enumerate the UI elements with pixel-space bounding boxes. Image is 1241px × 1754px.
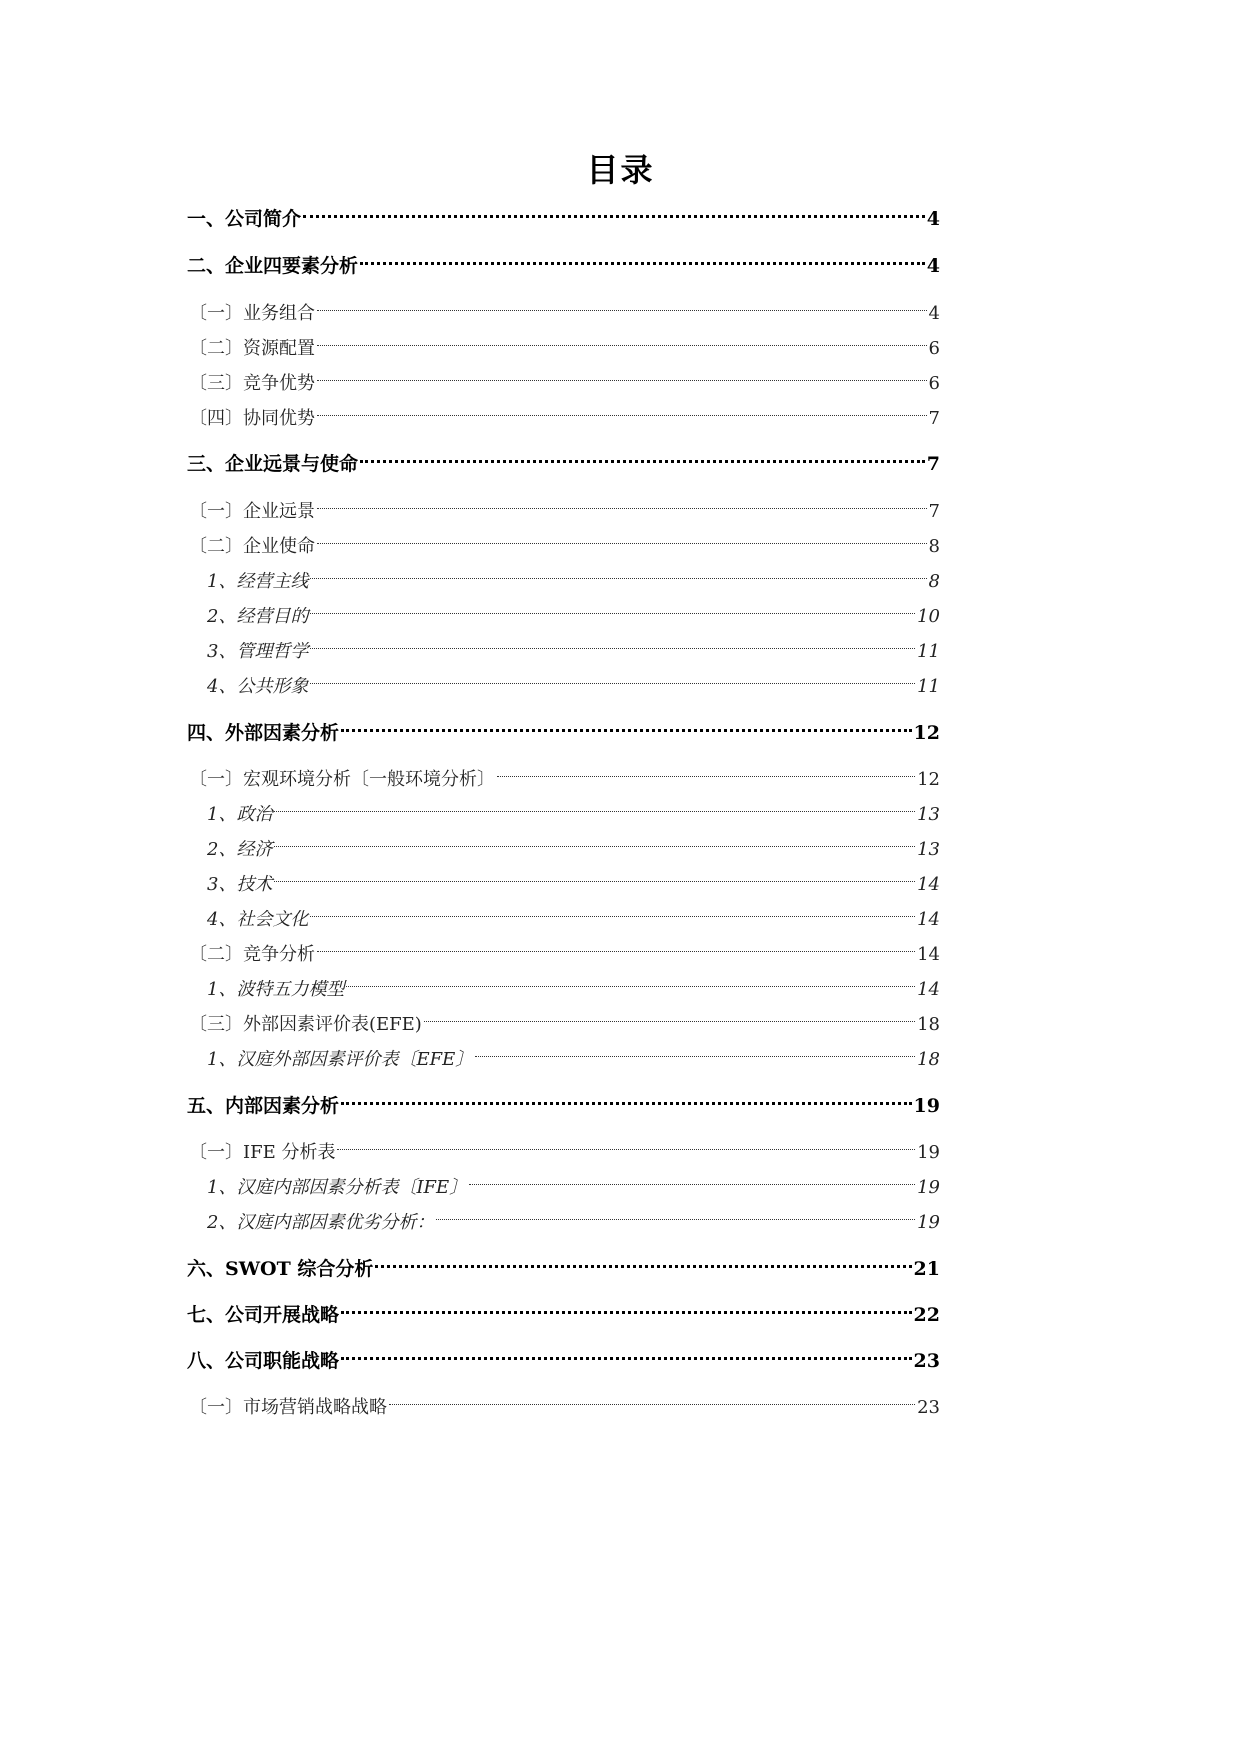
toc-dot-leader — [469, 1163, 915, 1193]
toc-dot-leader — [310, 557, 926, 587]
toc-page-number: 14 — [917, 944, 940, 965]
toc-entry[interactable] — [189, 487, 940, 522]
toc-dot-leader — [317, 394, 927, 424]
toc-page-number: 12 — [913, 722, 940, 744]
toc-entry[interactable] — [207, 825, 940, 860]
toc-entry[interactable] — [187, 440, 940, 475]
toc-entry-label: 〔二〕竞争分析 — [189, 944, 315, 965]
toc-entry[interactable] — [189, 289, 940, 324]
toc-entry[interactable] — [187, 1337, 940, 1372]
toc-entry[interactable] — [187, 1291, 940, 1326]
toc-entry-label: 二、企业四要素分析 — [187, 255, 359, 277]
toc-entry-label: 1、汉庭外部因素评价表〔EFE〕 — [207, 1049, 474, 1070]
toc-page-number: 22 — [913, 1304, 940, 1326]
toc-dot-leader — [346, 965, 915, 995]
toc-page-number: 4 — [926, 208, 940, 230]
toc-dot-leader — [310, 662, 915, 692]
toc-entry[interactable] — [187, 242, 940, 277]
toc-page-number: 14 — [917, 979, 940, 1000]
toc-page-number: 7 — [926, 453, 940, 475]
toc-entry-label: 4、社会文化 — [207, 909, 309, 930]
toc-dot-leader — [360, 242, 925, 272]
toc-dot-leader — [274, 860, 915, 890]
toc-entry[interactable] — [207, 790, 940, 825]
toc-page-number: 6 — [928, 338, 940, 359]
toc-entry-label: 〔一〕业务组合 — [189, 303, 315, 324]
toc-page-number: 11 — [917, 641, 940, 662]
toc-entry-label: 〔三〕竞争优势 — [189, 373, 315, 394]
toc-page-number: 19 — [917, 1212, 940, 1233]
toc-dot-leader — [424, 1000, 915, 1030]
toc-page-number: 13 — [917, 839, 940, 860]
toc-entry[interactable] — [207, 1198, 940, 1233]
toc-page-number: 12 — [917, 769, 940, 790]
toc-entry[interactable] — [189, 755, 940, 790]
toc-entry[interactable] — [189, 394, 940, 429]
toc-page-number: 19 — [917, 1177, 940, 1198]
toc-entry-label: 〔二〕企业使命 — [189, 536, 315, 557]
toc-dot-leader — [317, 289, 927, 319]
toc-entry-label: 〔一〕企业远景 — [189, 501, 315, 522]
toc-page-number: 21 — [913, 1258, 940, 1280]
toc-entry[interactable] — [187, 195, 940, 230]
toc-entry[interactable] — [189, 1000, 940, 1035]
toc-dot-leader — [317, 487, 927, 517]
toc-entry-label: 3、技术 — [207, 874, 273, 895]
toc-dot-leader — [317, 930, 915, 960]
toc-dot-leader — [341, 1082, 912, 1112]
toc-entry[interactable] — [189, 324, 940, 359]
toc-dot-leader — [317, 522, 927, 552]
toc-page-number: 7 — [928, 501, 940, 522]
toc-entry[interactable] — [207, 662, 940, 697]
toc-page-number: 14 — [917, 874, 940, 895]
toc-entry[interactable] — [189, 1128, 940, 1163]
toc-dot-leader — [310, 627, 915, 657]
toc-entry-label: 2、经济 — [207, 839, 273, 860]
toc-dot-leader — [436, 1198, 915, 1228]
toc-page-number: 23 — [913, 1350, 940, 1372]
toc-entry-label: 1、政治 — [207, 804, 273, 825]
toc-page-number: 8 — [928, 536, 940, 557]
toc-page-number: 18 — [917, 1049, 940, 1070]
toc-entry[interactable] — [207, 965, 940, 1000]
toc-dot-leader — [317, 324, 927, 354]
toc-entry-label: 四、外部因素分析 — [187, 722, 340, 744]
toc-page-number: 10 — [917, 606, 940, 627]
toc-dot-leader — [475, 1035, 915, 1065]
toc-entry-label: 六、SWOT 综合分析 — [187, 1258, 374, 1280]
toc-dot-leader — [360, 440, 925, 470]
toc-entry[interactable] — [189, 522, 940, 557]
toc-entry-label: 3、管理哲学 — [207, 641, 309, 662]
toc-dot-leader — [337, 1128, 915, 1158]
toc-dot-leader — [341, 709, 912, 739]
toc-dot-leader — [317, 359, 927, 389]
toc-page-number: 19 — [917, 1142, 940, 1163]
toc-dot-leader — [303, 195, 925, 225]
toc-title: 目录 — [586, 151, 655, 189]
toc-page-number: 14 — [917, 909, 940, 930]
toc-entry[interactable] — [189, 359, 940, 394]
toc-entry[interactable] — [187, 1245, 940, 1280]
toc-entry-label: 〔一〕宏观环境分析〔一般环境分析〕 — [189, 769, 495, 790]
toc-page-number: 19 — [913, 1095, 940, 1117]
toc-entry[interactable] — [207, 627, 940, 662]
toc-dot-leader — [341, 1337, 912, 1367]
toc-page-number: 4 — [928, 303, 940, 324]
toc-entry-label: 2、汉庭内部因素优劣分析： — [207, 1212, 435, 1233]
toc-entry-label: 1、波特五力模型 — [207, 979, 345, 1000]
toc-dot-leader — [341, 1291, 912, 1321]
toc-entry[interactable] — [207, 1163, 940, 1198]
toc-entry[interactable] — [189, 930, 940, 965]
toc-entry[interactable] — [207, 592, 940, 627]
toc-dot-leader — [375, 1245, 911, 1275]
toc-page-number: 18 — [917, 1014, 940, 1035]
toc-page-number: 13 — [917, 804, 940, 825]
toc-dot-leader — [274, 790, 915, 820]
toc-entry[interactable] — [207, 1035, 940, 1070]
toc-dot-leader — [274, 825, 915, 855]
toc-entry-label: 〔一〕IFE 分析表 — [189, 1142, 336, 1163]
toc-dot-leader — [497, 755, 915, 785]
toc-entry-label: 1、汉庭内部因素分析表〔IFE〕 — [207, 1177, 468, 1198]
toc-page-number: 4 — [926, 255, 940, 277]
toc-entry-label: 〔四〕协同优势 — [189, 408, 315, 429]
toc-dot-leader — [389, 1383, 915, 1413]
toc-entry-label: 三、企业远景与使命 — [187, 453, 359, 475]
toc-entry-label: 1、经营主线 — [207, 571, 309, 592]
toc-entry[interactable] — [207, 860, 940, 895]
toc-entry-label: 五、内部因素分析 — [187, 1095, 340, 1117]
toc-entry-label: 2、经营目的 — [207, 606, 309, 627]
toc-entry-label: 八、公司职能战略 — [187, 1350, 340, 1372]
toc-entry[interactable] — [207, 557, 940, 592]
toc-entry-label: 一、公司简介 — [187, 208, 302, 230]
toc-page-number: 7 — [928, 408, 940, 429]
toc-page-number: 8 — [928, 571, 940, 592]
toc-entry[interactable] — [187, 709, 940, 744]
toc-entry[interactable] — [189, 1383, 940, 1418]
toc-entry-label: 〔二〕资源配置 — [189, 338, 315, 359]
toc-dot-leader — [310, 895, 915, 925]
toc-dot-leader — [310, 592, 915, 622]
toc-entry-label: 七、公司开展战略 — [187, 1304, 340, 1326]
toc-entry-label: 4、公共形象 — [207, 676, 309, 697]
toc-entry[interactable] — [207, 895, 940, 930]
toc-page-number: 11 — [917, 676, 940, 697]
toc-entry-label: 〔三〕外部因素评价表(EFE) — [189, 1014, 422, 1035]
toc-entry-label: 〔一〕市场营销战略战略 — [189, 1397, 387, 1418]
toc-page-number: 6 — [928, 373, 940, 394]
toc-entry[interactable] — [187, 1082, 940, 1117]
toc-page-number: 23 — [917, 1397, 940, 1418]
